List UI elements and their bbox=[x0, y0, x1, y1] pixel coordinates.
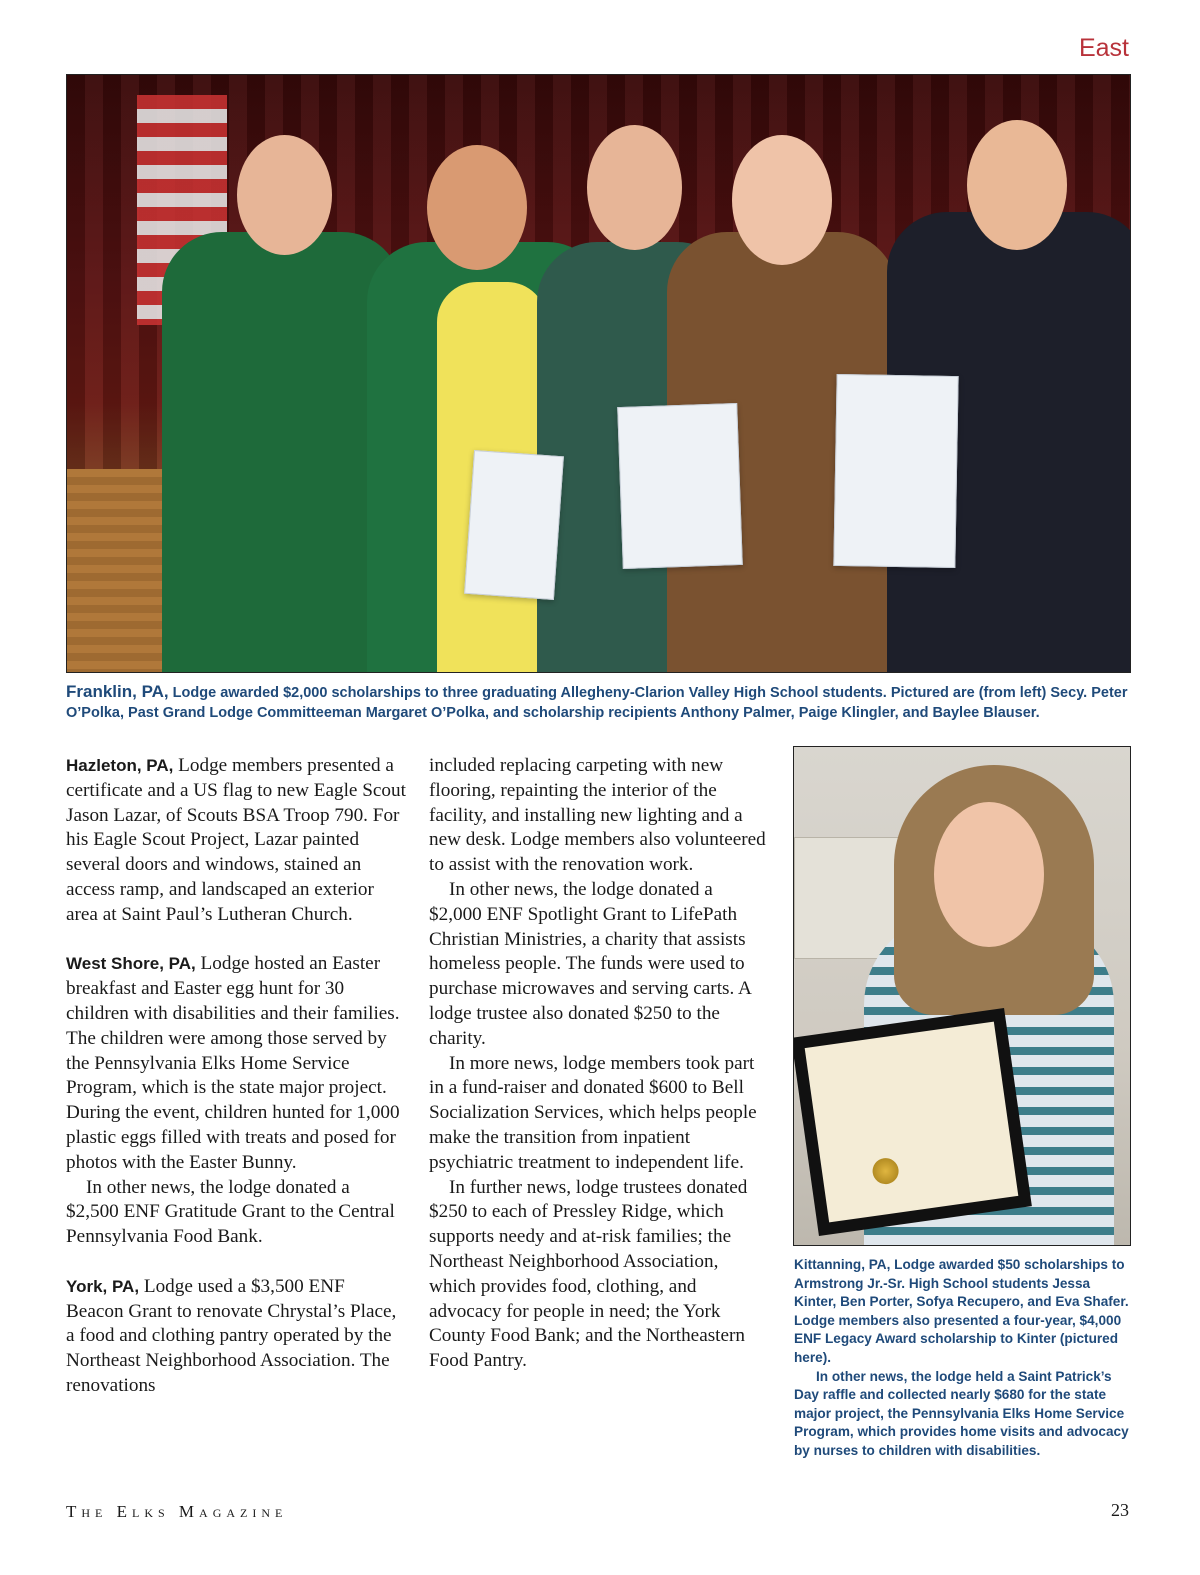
york-place: York, PA, bbox=[66, 1276, 140, 1296]
hazleton-paragraph bbox=[66, 754, 406, 928]
kittanning-paragraph bbox=[794, 1256, 1132, 1368]
york-fundraiser: In more news, lodge members took part in a fund-raiser and donated $600 to Bell Socialization Services, which helps people make the transition from inpatient psychiatric treatment to independent life. bbox=[429, 1052, 757, 1173]
person-baylee-head bbox=[967, 120, 1067, 250]
kittanning-caption bbox=[794, 1256, 1132, 1461]
gold-seal bbox=[871, 1156, 900, 1185]
westshore-place: West Shore, PA, bbox=[66, 954, 196, 974]
westshore-more: In other news, the lodge donated a $2,500 ENF Gratitude Grant to the Central Pennsylvania Food Bank. bbox=[66, 1176, 395, 1248]
kittanning-more: In other news, the lodge held a Saint Patrick’s Day raffle and collected nearly $680 for the state major project, the Pennsylvania Elks Home Service Program, which provides home visits and advocacy by nurses to children with disabilities. bbox=[794, 1368, 1129, 1458]
hazleton-text: Lodge members presented a certificate and a US flag to new Eagle Scout Jason Lazar, of Scouts BSA Troop 790. For his Eagle Scout Project, Lazar painted several doors and windows, stained an access ramp, and landscaped an exterior area at Saint Paul’s Lutheran Church. bbox=[66, 755, 406, 925]
person-peter-head bbox=[237, 135, 332, 255]
page-number: 23 bbox=[1111, 1500, 1129, 1520]
person-peter bbox=[162, 232, 402, 672]
york-trustees: In further news, lodge trustees donated $250 to each of Pressley Ridge, which supports needy and at-risk families; the Northeast Neighborhood Association, which provides food, clothing, and advocacy for people in need; the York County Food Bank; and the Northeastern Food Pantry. bbox=[429, 1176, 748, 1372]
person-margaret-head bbox=[427, 145, 527, 270]
person-paige-head bbox=[732, 135, 832, 265]
kittanning-place: Kittanning, PA, bbox=[794, 1257, 891, 1272]
certificate bbox=[805, 1022, 1019, 1223]
york-paragraph bbox=[66, 1275, 406, 1399]
kittanning-photo bbox=[793, 746, 1131, 1246]
caption-place: Franklin, PA, bbox=[66, 682, 169, 701]
kittanning-text: Lodge awarded $50 scholarships to Armstrong Jr.-Sr. High School students Jessa Kinter, Ben Porter, Sofya Recupero, and Eva Shafer. Lodge members also presented a four-year, $4,000 ENF Legacy Award scholarship to Kinter (pictured here). bbox=[794, 1257, 1129, 1365]
certificate-anthony bbox=[464, 450, 564, 600]
certificate-baylee bbox=[833, 374, 958, 568]
caption-text: Lodge awarded $2,000 scholarships to three graduating Allegheny-Clarion Valley High School students. Pictured are (from left) Secy. Peter O’Polka, Past Grand Lodge Committeeman Margaret O’Polka, and scholarship recipients Anthony Palmer, Paige Klingler, and Baylee Blauser. bbox=[66, 685, 1128, 721]
article-column-2 bbox=[429, 754, 769, 1374]
hazleton-place: Hazleton, PA, bbox=[66, 756, 174, 775]
franklin-group-photo bbox=[66, 74, 1131, 673]
york-continued: included replacing carpeting with new flooring, repainting the interior of the facility, and installing new lighting and a new desk. Lodge members also volunteered to assist with the renovation work. bbox=[429, 755, 766, 876]
westshore-paragraph bbox=[66, 952, 406, 1175]
york-text: Lodge used a $3,500 ENF Beacon Grant to renovate Chrystal’s Place, a food and clothing pantry operated by the Northeast Neighborhood Association. The renovations bbox=[66, 1275, 397, 1396]
person-anthony-head bbox=[587, 125, 682, 250]
person-jessa-head bbox=[934, 802, 1044, 947]
article-column-1 bbox=[66, 754, 406, 1399]
certificate-paige bbox=[617, 403, 743, 569]
york-spotlight-grant: In other news, the lodge donated a $2,000 ENF Spotlight Grant to LifePath Christian Ministries, a charity that assists homeless people. The funds were used to purchase microwaves and serving carts. A lodge trustee also donated $250 to the charity. bbox=[429, 878, 751, 1049]
certificate-frame bbox=[793, 1008, 1032, 1236]
franklin-caption bbox=[66, 682, 1129, 723]
section-label: East bbox=[1078, 34, 1129, 62]
westshore-text: Lodge hosted an Easter breakfast and Easter egg hunt for 30 children with disabilities and their families. The children were among those served by the Pennsylvania Elks Home Service Program, which is the state major project. During the event, children hunted for 1,000 plastic eggs filled with treats and posed for photos with the Easter Bunny. bbox=[66, 953, 400, 1173]
magazine-name: The Elks Magazine bbox=[66, 1502, 288, 1521]
